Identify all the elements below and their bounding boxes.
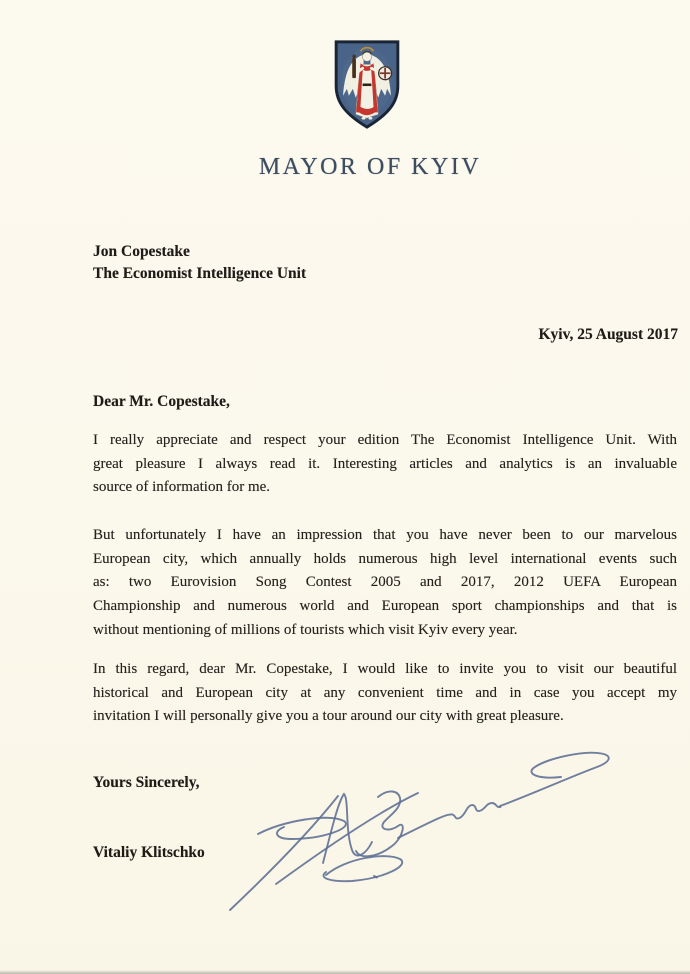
paragraph-line: I really appreciate and respect your edition The Economist Intelligence Unit. With: [93, 432, 677, 448]
body-paragraph-3: [93, 658, 677, 729]
letterhead-title: MAYOR OF KYIV: [258, 154, 482, 180]
paragraph-line: great pleasure I always read it. Interesting articles and analytics is an invaluable: [93, 455, 677, 472]
paragraph-line: as: two Eurovision Song Contest 2005 and 2017, 2012 UEFA European: [93, 574, 677, 591]
sender-name: Vitaliy Klitschko: [93, 844, 205, 861]
paragraph-line: source of information for me.: [93, 479, 271, 496]
handwritten-signature-icon: [228, 742, 652, 920]
dateline: Kyiv, 25 August 2017: [538, 326, 678, 343]
paragraph-line: without mentioning of millions of tourists which visit Kyiv every year.: [93, 621, 518, 638]
paragraph-line: invitation I will personally give you a tour around our city with great pleasure.: [93, 708, 564, 725]
closing: Yours Sincerely,: [93, 774, 200, 791]
recipient-organization: The Economist Intelligence Unit: [93, 265, 307, 282]
paragraph-line: historical and European city at any convenient time and in case you accept my: [93, 684, 677, 701]
paragraph-line: European city, which annually holds numerous high level international events such: [93, 550, 677, 567]
paragraph-line: Championship and numerous world and European sport championships and that is: [93, 598, 677, 615]
body-paragraph-2: [93, 524, 677, 643]
page-bottom-scan-edge: [0, 970, 690, 974]
paragraph-line: In this regard, dear Mr. Copestake, I would like to invite you to visit our beautiful: [93, 661, 677, 677]
recipient-block: [93, 241, 306, 285]
kyiv-coat-of-arms-icon: [330, 37, 404, 130]
recipient-name: Jon Copestake: [93, 243, 190, 260]
body-paragraph-1: [93, 429, 677, 500]
paragraph-line: But unfortunately I have an impression that you have never been to our marvelous: [93, 527, 677, 543]
salutation: Dear Mr. Copestake,: [93, 393, 230, 410]
